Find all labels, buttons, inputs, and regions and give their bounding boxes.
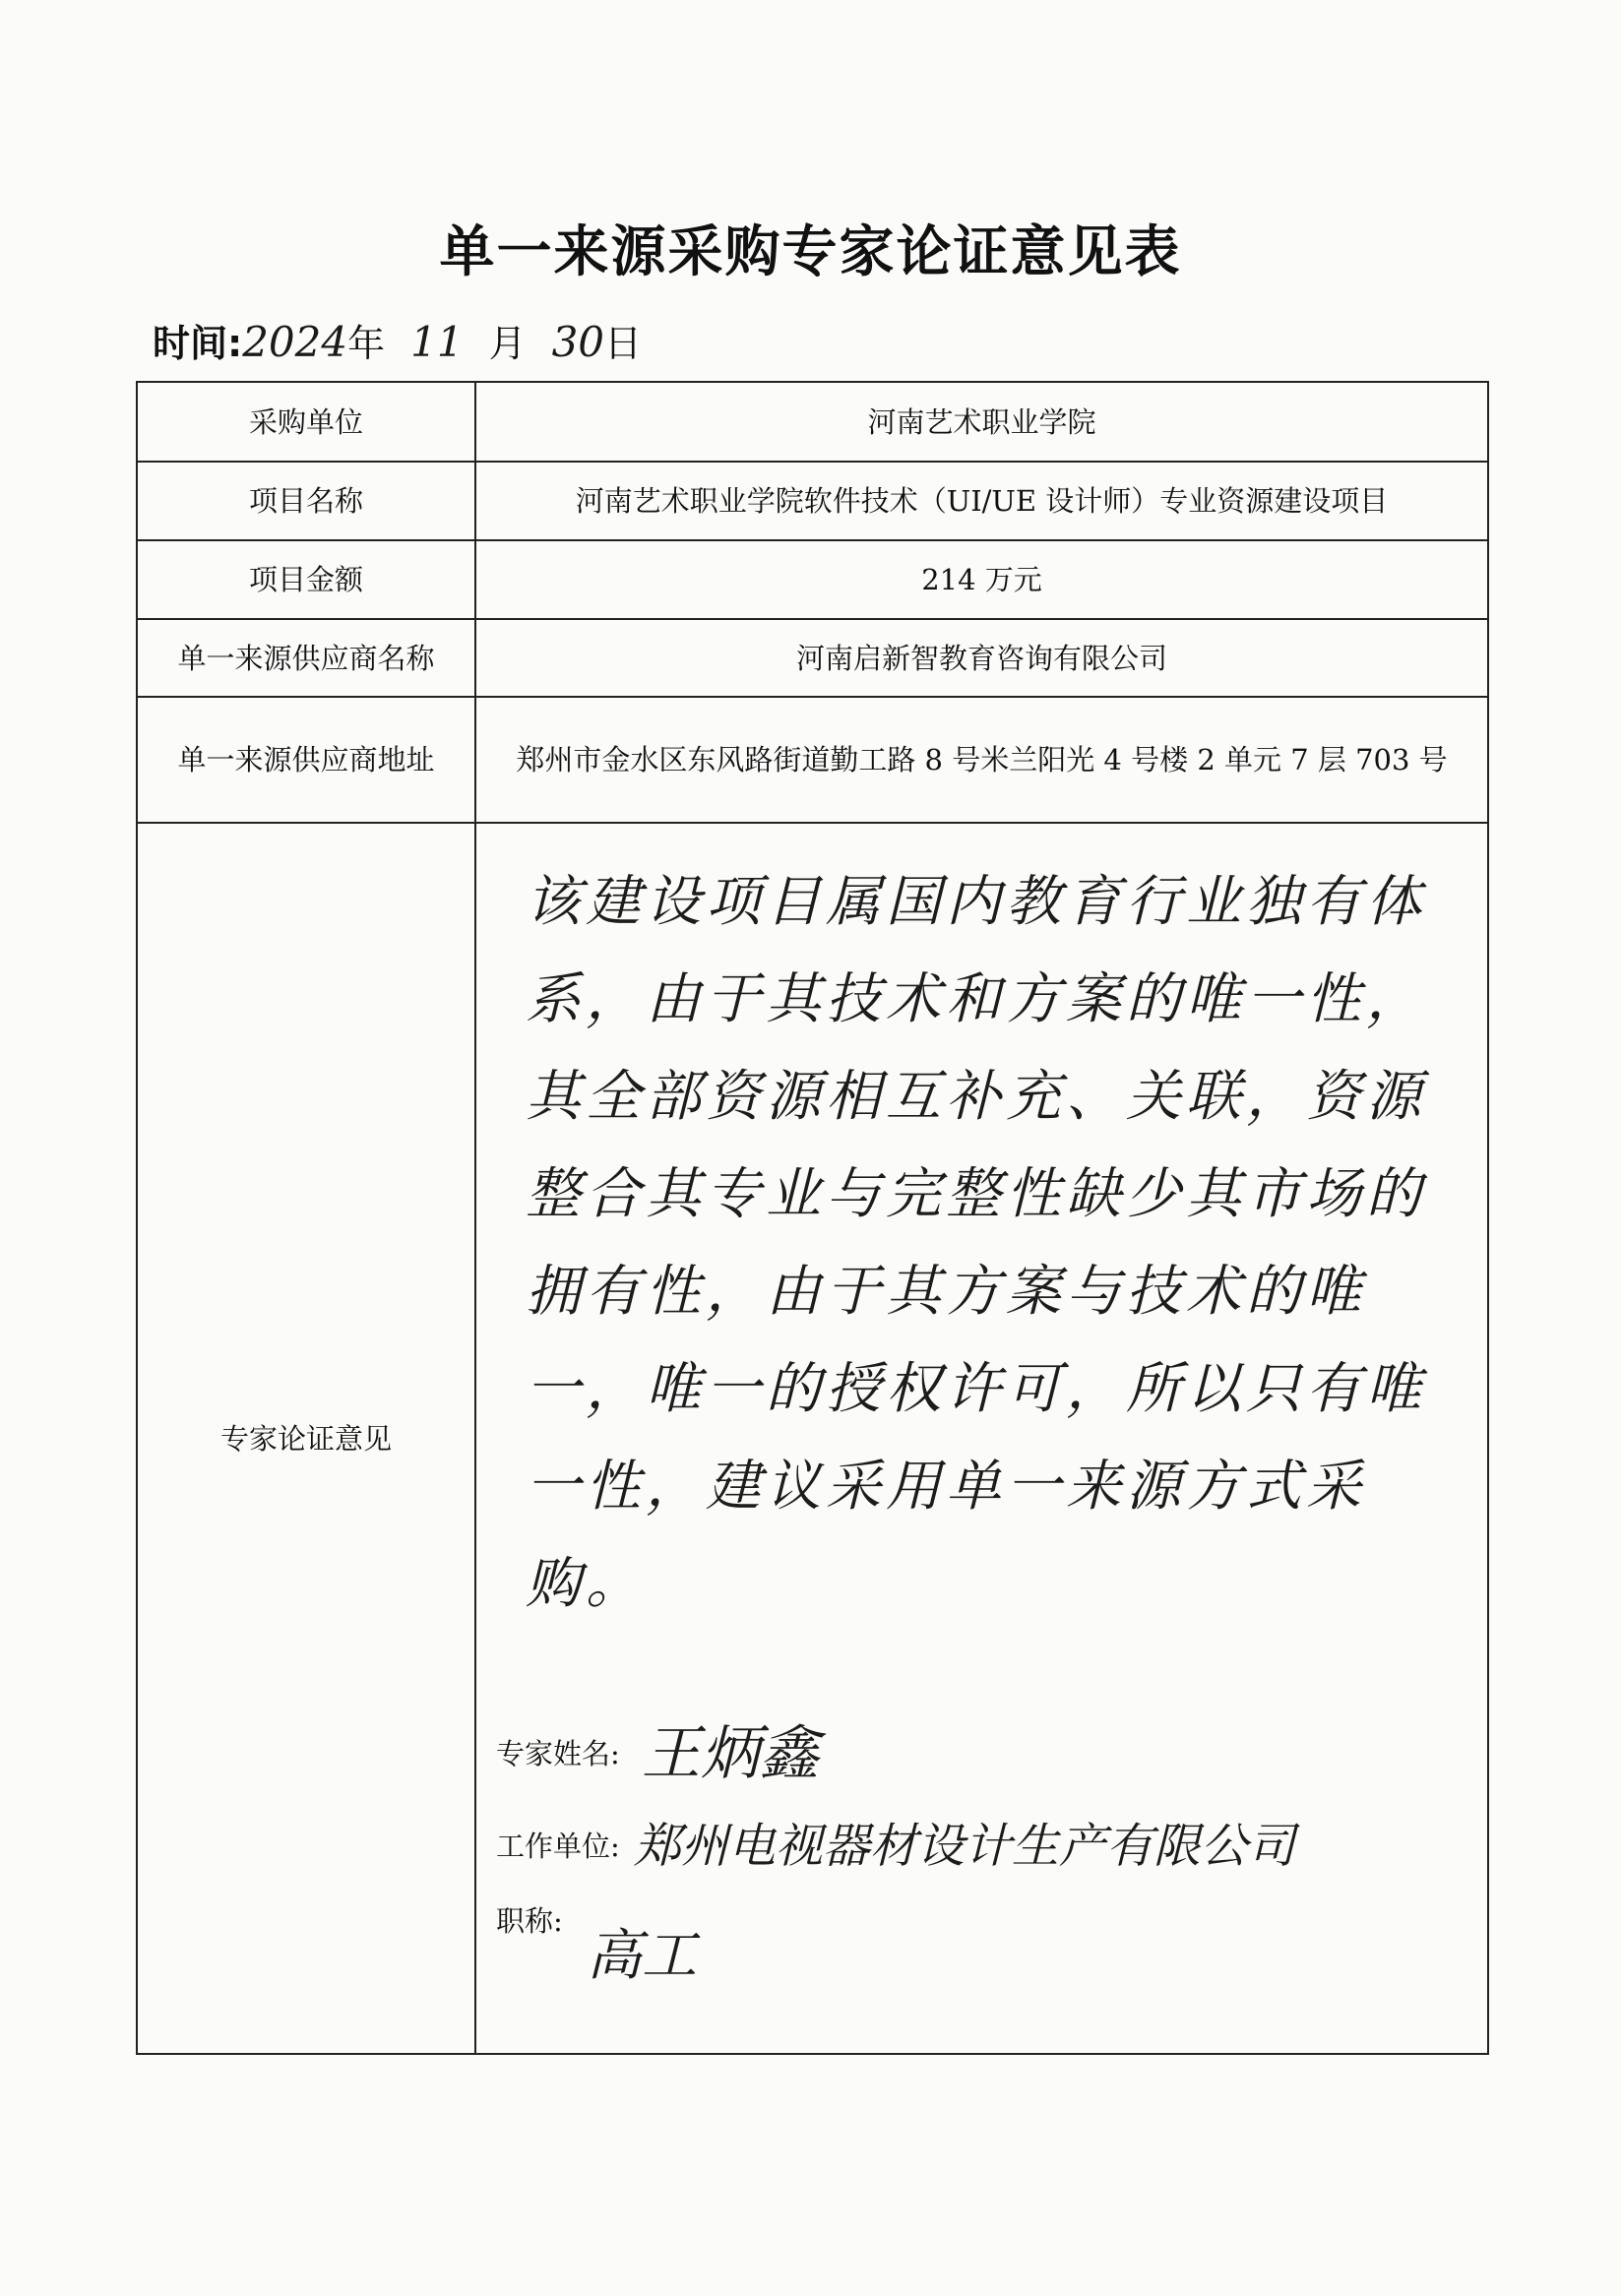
project-amount-value: 214 万元 <box>475 540 1488 619</box>
form-title: 单一来源采购专家论证意见表 <box>439 220 1182 284</box>
date-year: 2024 <box>242 318 348 366</box>
expert-name-signature: 王炳鑫 <box>641 1719 819 1788</box>
supplier-address-label: 单一来源供应商地址 <box>137 697 475 823</box>
supplier-name-value: 河南启新智教育咨询有限公司 <box>475 619 1488 697</box>
table-row <box>137 540 1488 619</box>
supplier-name-label: 单一来源供应商名称 <box>137 619 475 697</box>
table-row <box>137 823 1488 2054</box>
work-unit-row <box>496 1819 1467 1874</box>
job-title-value-row <box>587 1924 1467 1988</box>
expert-opinion-handwriting: 该建设项目属国内教育行业独有体系，由于其技术和方案的唯一性，其全部资源相互补充、关联，资源整合其专业与完整性缺少其市场的拥有性，由于其方案与技术的唯一，唯一的授权许可，所以只有唯一性，建议采用单一来源方式采购。 <box>526 870 1426 1616</box>
supplier-address-value: 郑州市金水区东风路街道勤工路 8 号米兰阳光 4 号楼 2 单元 7 层 703 号 <box>475 697 1488 823</box>
table-row <box>137 697 1488 823</box>
project-name-value: 河南艺术职业学院软件技术（UI/UE 设计师）专业资源建设项目 <box>475 462 1488 540</box>
date-year-unit: 年 <box>347 322 386 365</box>
expert-opinion-label: 专家论证意见 <box>137 823 475 2054</box>
table-row <box>137 619 1488 697</box>
date-row <box>153 313 642 372</box>
procurement-unit-value: 河南艺术职业学院 <box>475 382 1488 462</box>
date-day: 30 <box>551 318 605 366</box>
project-name-label: 项目名称 <box>137 462 475 540</box>
opinion-form-table <box>136 381 1489 2055</box>
procurement-unit-label: 采购单位 <box>137 382 475 462</box>
date-label: 时间: <box>153 322 243 365</box>
project-amount-label: 项目金额 <box>137 540 475 619</box>
job-title-label: 职称: <box>496 1904 563 1938</box>
expert-opinion-cell <box>475 823 1488 2054</box>
expert-name-row <box>496 1719 1467 1788</box>
date-month: 11 <box>410 318 464 366</box>
work-unit-value: 郑州电视器材设计生产有限公司 <box>633 1819 1295 1874</box>
date-day-unit: 日 <box>604 322 643 365</box>
date-month-unit: 月 <box>488 322 527 365</box>
table-row <box>137 462 1488 540</box>
work-unit-label: 工作单位: <box>496 1830 620 1863</box>
table-row <box>137 382 1488 462</box>
job-title-value: 高工 <box>587 1924 697 1988</box>
expert-name-label: 专家姓名: <box>496 1737 620 1770</box>
